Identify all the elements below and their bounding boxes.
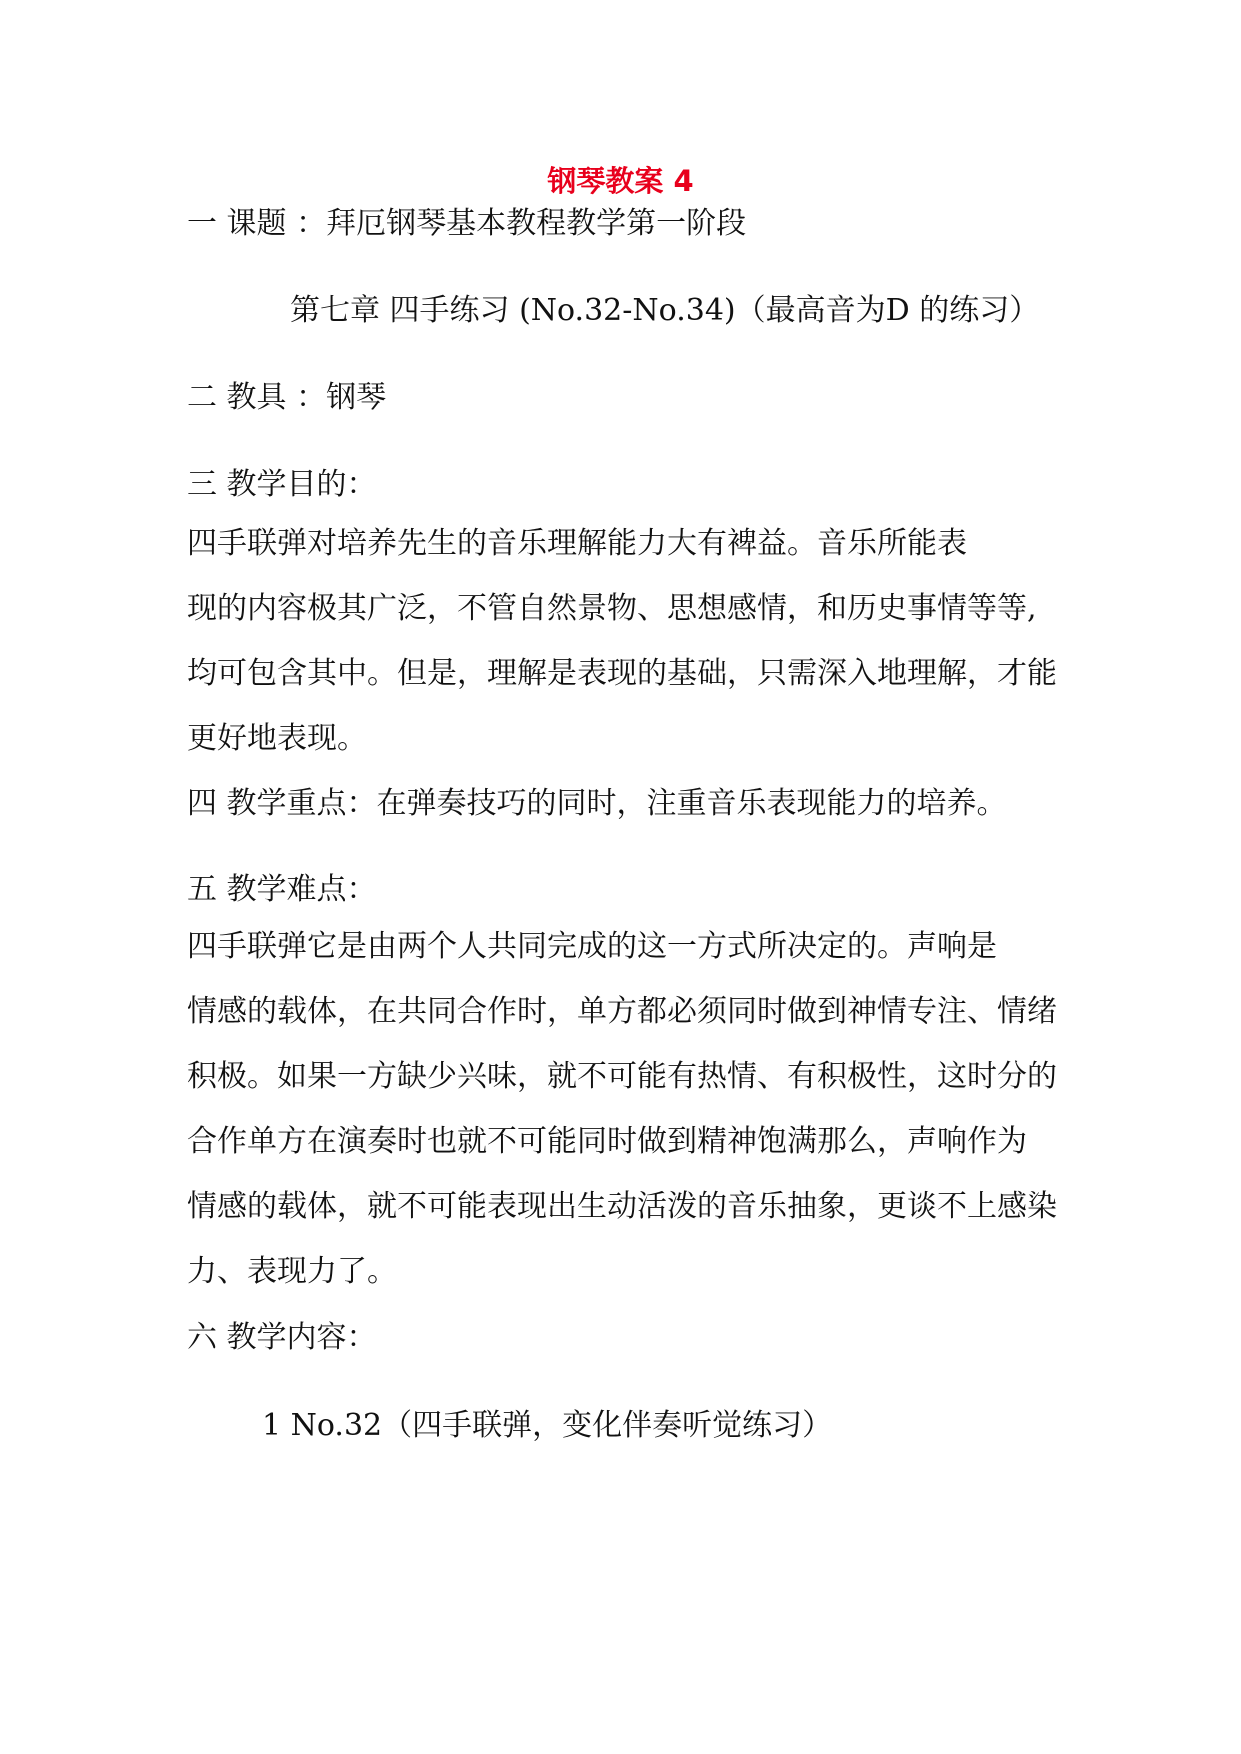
content-item-1: 1 No.32（四手联弹，变化伴奏听觉练习） — [262, 1408, 833, 1443]
difficulty-line-1: 四手联弹它是由两个人共同完成的这一方式所决定的。声响是 — [187, 929, 997, 964]
difficulty-line-2: 情感的载体，在共同合作时，单方都必须同时做到神情专注、情绪 — [187, 994, 1057, 1029]
topic-line: 一 课题 ：拜厄钢琴基本教程教学第一阶段 — [187, 206, 747, 241]
goal-line-3: 均可包含其中。但是，理解是表现的基础，只需深入地理解，才能 — [187, 656, 1057, 691]
goal-heading: 三 教学目的： — [187, 467, 377, 502]
difficulty-line-4: 合作单方在演奏时也就不可能同时做到精神饱满那么，声响作为 — [187, 1124, 1027, 1159]
difficulty-line-6: 力、表现力了。 — [187, 1254, 397, 1289]
goal-paragraph — [187, 511, 1057, 771]
difficulty-paragraph — [187, 914, 1057, 1304]
goal-line-4: 更好地表现。 — [187, 721, 367, 756]
tools-line: 二 教具 ：钢琴 — [187, 380, 387, 415]
topic-subtitle-line: 第七章 四手练习 (No.32-No.34)（最高音为D 的练习） — [290, 293, 1040, 328]
content-heading: 六 教学内容： — [187, 1320, 377, 1355]
difficulty-line-3: 积极。如果一方缺少兴味，就不可能有热情、有积极性，这时分的 — [187, 1059, 1057, 1094]
difficulty-heading: 五 教学难点： — [187, 872, 377, 907]
goal-line-2: 现的内容极其广泛，不管自然景物、思想感情，和历史事情等等, — [187, 591, 1037, 626]
key-point-line: 四 教学重点：在弹奏技巧的同时，注重音乐表现能力的培养。 — [187, 786, 1007, 821]
difficulty-line-5: 情感的载体，就不可能表现出生动活泼的音乐抽象，更谈不上感染 — [187, 1189, 1057, 1224]
goal-line-1: 四手联弹对培养先生的音乐理解能力大有裨益。音乐所能表 — [187, 526, 967, 561]
document-title: 钢琴教案 4 — [547, 164, 694, 198]
